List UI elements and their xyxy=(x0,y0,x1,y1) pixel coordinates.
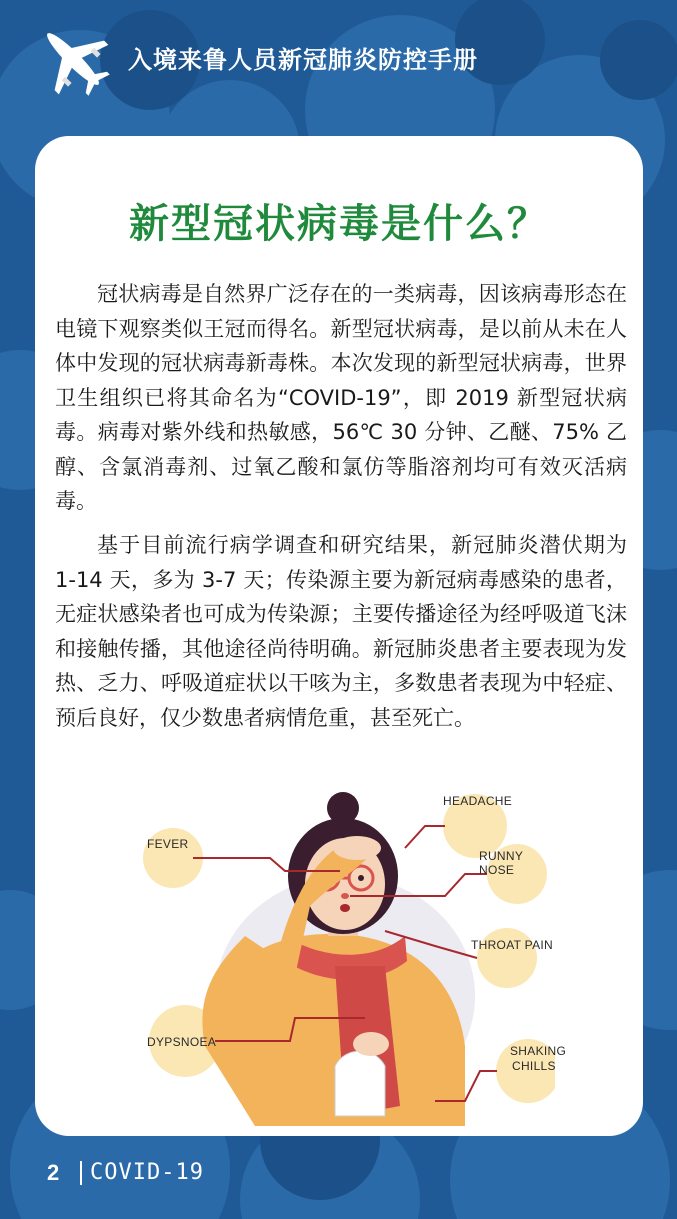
page-number: 2 xyxy=(47,1160,60,1185)
symptom-label-fever: FEVER xyxy=(147,837,189,851)
symptom-illustration xyxy=(135,786,567,1126)
symptom-label-throat-pain: THROAT PAIN xyxy=(471,938,553,952)
header xyxy=(0,0,677,120)
throat-pain-bubble xyxy=(477,928,537,988)
footer-label: COVID-19 xyxy=(90,1160,204,1185)
symptom-label-runny-nose: RUNNY NOSE xyxy=(479,849,523,877)
symptom-label-dypsnoea: DYPSNOEA xyxy=(147,1035,217,1049)
page-title: 新型冠状病毒是什么？ xyxy=(129,201,549,247)
sick-woman-illustration xyxy=(135,786,555,1126)
handbook-title: 入境来鲁人员新冠肺炎防控手册 xyxy=(128,46,478,74)
content-card xyxy=(35,136,643,1136)
airplane-icon xyxy=(30,16,116,102)
footer-divider xyxy=(80,1161,82,1185)
symptom-label-chills: CHILLS xyxy=(512,1059,556,1073)
paragraph-definition: 冠状病毒是自然界广泛存在的一类病毒，因该病毒形态在电镜下观察类似王冠而得名。新型冠状病毒，是以前从未在人体中发现的冠状病毒新毒株。本次发现的新型冠状病毒，世界卫生组织已将其命名为“COVID-19”，即 2019 新型冠状病毒。病毒对紫外线和热敏感，56℃ 30 分钟、乙醚、75% 乙醇、含氯消毒剂、过氧乙酸和氯仿等脂溶剂均可有效灭活病毒。 xyxy=(55,282,627,513)
symptom-label-headache: HEADACHE xyxy=(443,794,513,808)
paragraph-epidemiology: 基于目前流行病学调查和研究结果，新冠肺炎潜伏期为 1-14 天，多为 3-7 天；传染源主要为新冠病毒感染的患者，无症状感染者也可成为传染源；主要传播途径为经呼吸道飞沫和接触传播，其他途径尚待明确。新冠肺炎患者主要表现为发热、乏力、呼吸道症状以干咳为主，多数患者表现为中轻症、预后良好，仅少数患者病情危重，甚至死亡。 xyxy=(55,533,627,730)
symptom-label-shaking: SHAKING xyxy=(510,1044,567,1058)
